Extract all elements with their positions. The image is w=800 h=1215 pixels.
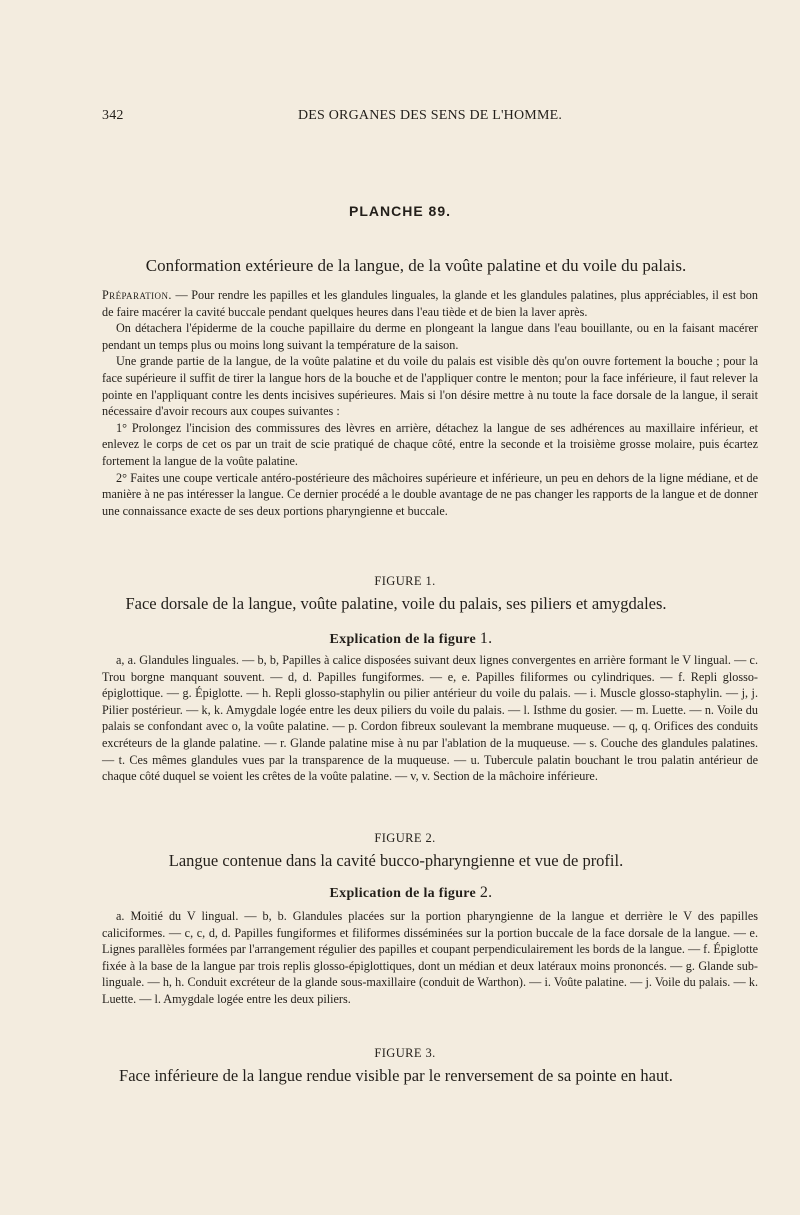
figure-2-explanation-heading: Explication de la figure 2.	[329, 884, 493, 901]
figure-3-title: Face inférieure de la langue rendue visible par le renversement de sa pointe en haut.	[119, 1066, 673, 1085]
preparation-paragraph: On détachera l'épiderme de la couche papillaire du derme en plongeant la langue dans l'eau bouillante, ou en la faisant macérer pendant un temps plus ou moins long suivant la température de la saison.	[102, 321, 758, 352]
figure-2-title: Langue contenue dans la cavité bucco-pharyngienne et vue de profil.	[168, 851, 624, 870]
preparation-section	[102, 287, 758, 519]
preparation-paragraph: 1° Prolongez l'incision des commissures des lèvres en arrière, détachez la langue de ses adhérences au maxillaire inférieur, et enlevez le corps de cet os par un trait de scie pratiqué de chaque côté, entre la seconde et la troisième grosse molaire, puis écartez fortement la langue de la voûte palatine.	[102, 420, 758, 468]
figure-2-label: FIGURE 2.	[374, 831, 436, 845]
figure-1-explanation-text: a, a. Glandules linguales. — b, b, Papilles à calice disposées suivant deux lignes convergentes en arrière formant le V lingual. — c. Trou borgne manquant souvent. — d, d. Papilles fungiformes. — e, e. Papilles filiformes ou cylindriques. — f. Repli glosso-épiglottique. — g. Épiglotte. — h. Repli glosso-staphylin ou pilier antérieur du voile du palais. — i. Muscle glosso-staphylin. — j, j. Pilier postérieur. — k, k. Amygdale logée entre les deux piliers du voile du palais. — l. Isthme du gosier. — m. Luette. — n. Voile du palais se confondant avec o, la voûte palatine. — p. Cordon fibreux soulevant la membrane muqueuse. — q, q. Orifices des conduits excréteurs de la glande palatine. — r. Glande palatine mise à nu par l'ablation de la muqueuse. — s. Couche des glandules palatines. — t. Ces mêmes glandules vues par la transparence de la muqueuse. — u. Tubercule palatin bouchant le trou palatin antérieur de chaque côté duquel se voient les crêtes de la voûte palatine. — v, v. Section de la mâchoire inférieure.	[102, 653, 758, 784]
preparation-paragraph: 2° Faites une coupe verticale antéro-postérieure des mâchoires supérieure et inférieure, un peu en dehors de la ligne médiane, et de manière à ne pas intéresser la langue. Ce dernier procédé a le double avantage de ne pas changer les rapports de la langue et de donner une connaissance exacte de ses deux portions pharyngienne et buccale.	[102, 470, 758, 518]
figure-1-explanation-heading: Explication de la figure 1.	[329, 630, 493, 647]
figure-2-explanation	[102, 908, 758, 1008]
page-number: 342	[102, 108, 124, 123]
figure-1-title: Face dorsale de la langue, voûte palatine, voile du palais, ses piliers et amygdales.	[125, 594, 667, 613]
figure-1-label: FIGURE 1.	[374, 574, 436, 588]
figure-3-label: FIGURE 3.	[374, 1046, 436, 1060]
figure-1-explanation	[102, 652, 758, 785]
preparation-label: Préparation.	[102, 288, 172, 302]
plate-title: PLANCHE 89.	[348, 203, 452, 219]
running-title: DES ORGANES DES SENS DE L'HOMME.	[298, 108, 563, 123]
preparation-paragraph: Préparation. — Pour rendre les papilles et les glandules linguales, la glande et les glandules palatines, plus appréciables, il est bon de faire macérer la cavité buccale pendant quelques heures dans l'eau tiède et de bien la laver après.	[102, 288, 758, 319]
main-title: Conformation extérieure de la langue, de la voûte palatine et du voile du palais.	[145, 256, 687, 275]
figure-2-explanation-text: a. Moitié du V lingual. — b, b. Glandules placées sur la portion pharyngienne de la langue et derrière le V des papilles caliciformes. — c, c, d, d. Papilles fungiformes et filiformes disséminées sur la portion buccale de la face dorsale de la langue. — e. Lignes parallèles formées par l'arrangement régulier des papilles et coupant perpendiculairement les bords de la langue. — f. Épiglotte fixée à la base de la langue par trois replis glosso-épiglottiques, dont un médian et deux latéraux moins prononcés. — g. Glande sub-linguale. — h, h. Conduit excréteur de la glande sous-maxillaire (conduit de Warthon). — i. Voûte palatine. — j. Voile du palais. — k. Luette. — l. Amygdale logée entre les deux piliers.	[102, 909, 759, 1006]
running-header	[102, 108, 760, 130]
preparation-paragraph: Une grande partie de la langue, de la voûte palatine et du voile du palais est visible dès qu'on ouvre fortement la bouche ; pour la face supérieure il suffit de tirer la langue hors de la bouche et de l'appliquer contre le menton; pour la face inférieure, il faut relever la pointe en l'appliquant contre les dents incisives supérieures. Mais si l'on désire mettre à nu toute la face dorsale de la langue, il serait nécessaire d'avoir recours aux coupes suivantes :	[102, 354, 758, 419]
